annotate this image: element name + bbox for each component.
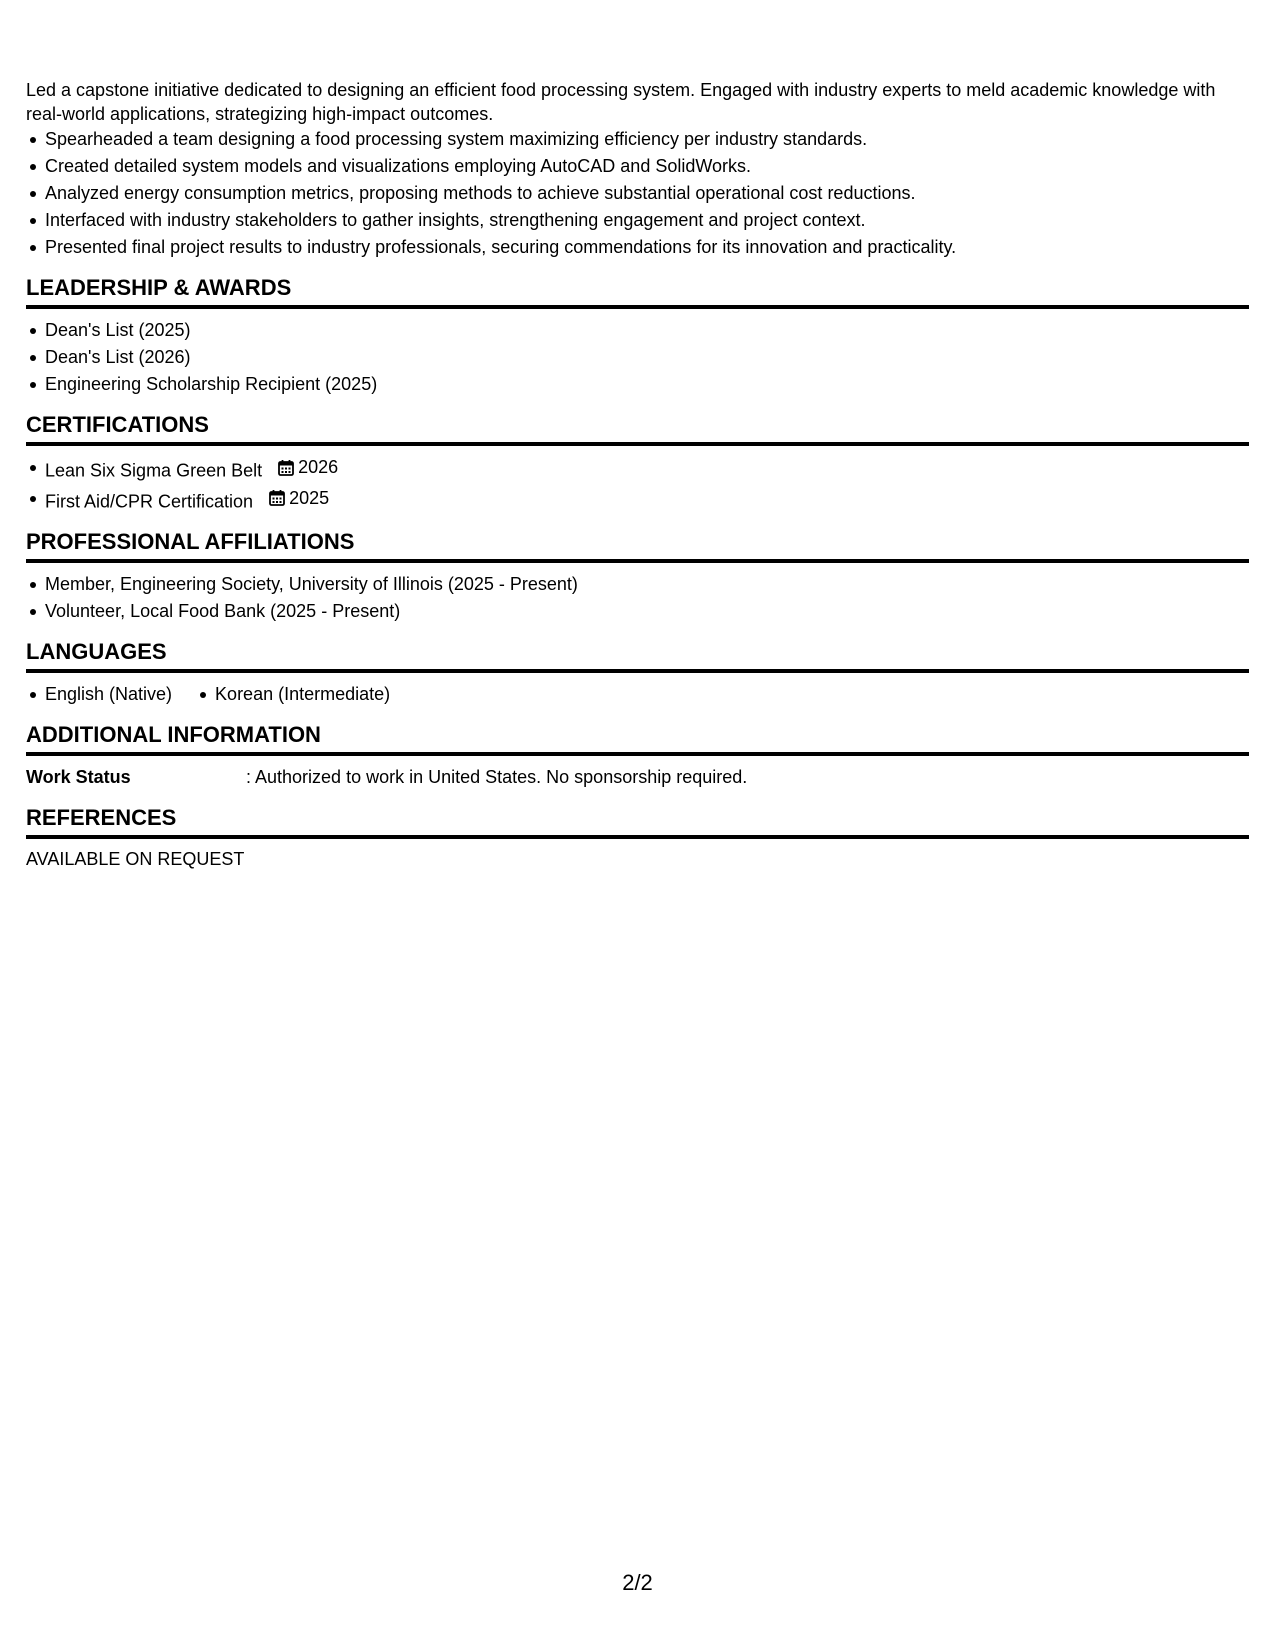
list-item: Analyzed energy consumption metrics, proposing methods to achieve substantial operational cost reductions. [26, 180, 1249, 207]
work-status-label: Work Status [26, 767, 131, 787]
affiliations-section [26, 529, 1249, 625]
references-text: AVAILABLE ON REQUEST [26, 849, 245, 869]
list-item: Created detailed system models and visualizations employing AutoCAD and SolidWorks. [26, 153, 1249, 180]
list-item: Presented final project results to industry professionals, securing commendations for its innovation and practicality. [26, 234, 1249, 261]
languages-list [26, 681, 1249, 708]
list-item [26, 485, 1249, 516]
certification-name: Lean Six Sigma Green Belt [45, 460, 263, 481]
additional-info-section [26, 722, 1249, 791]
list-item: Dean's List (2025) [26, 317, 1249, 344]
languages-section [26, 639, 1249, 708]
certification-year: 2026 [298, 457, 339, 477]
list-item: Korean (Intermediate) [196, 681, 390, 708]
calendar-icon [277, 459, 295, 477]
section-title: LANGUAGES [26, 639, 1249, 673]
certification-date [277, 454, 338, 481]
certification-date [268, 485, 329, 512]
list-item: Member, Engineering Society, University of Illinois (2025 - Present) [26, 571, 1249, 598]
section-title: CERTIFICATIONS [26, 412, 1249, 446]
list-item: Interfaced with industry stakeholders to gather insights, strengthening engagement and project context. [26, 207, 1249, 234]
section-title: REFERENCES [26, 805, 1249, 839]
list-item: Dean's List (2026) [26, 344, 1249, 371]
section-title: ADDITIONAL INFORMATION [26, 722, 1249, 756]
list-item: Engineering Scholarship Recipient (2025) [26, 371, 1249, 398]
certifications-section [26, 412, 1249, 515]
project-bullet-list [26, 126, 1249, 261]
list-item: English (Native) [26, 681, 172, 708]
references-section [26, 805, 1249, 871]
resume-page [26, 78, 1249, 871]
section-title: LEADERSHIP & AWARDS [26, 275, 1249, 309]
leadership-list [26, 317, 1249, 398]
certification-year: 2025 [289, 487, 330, 508]
affiliations-list [26, 571, 1249, 625]
list-item: Volunteer, Local Food Bank (2025 - Present) [26, 598, 1249, 625]
list-item: Spearheaded a team designing a food processing system maximizing efficiency per industry standards. [26, 126, 1249, 153]
work-status-value: : Authorized to work in United States. No sponsorship required. [246, 767, 748, 787]
certifications-list [26, 454, 1249, 515]
list-item [26, 454, 1249, 485]
page-number: 2/2 [622, 1570, 653, 1595]
work-status-row [26, 764, 1249, 791]
calendar-icon [268, 489, 286, 507]
certification-name: First Aid/CPR Certification [45, 491, 254, 511]
section-title: PROFESSIONAL AFFILIATIONS [26, 529, 1249, 563]
leadership-section [26, 275, 1249, 398]
project-description: Led a capstone initiative dedicated to designing an efficient food processing system. Engaged with industry experts to meld academic knowledge with real-world applications, strategizing high-impact outcomes. [26, 80, 1216, 124]
